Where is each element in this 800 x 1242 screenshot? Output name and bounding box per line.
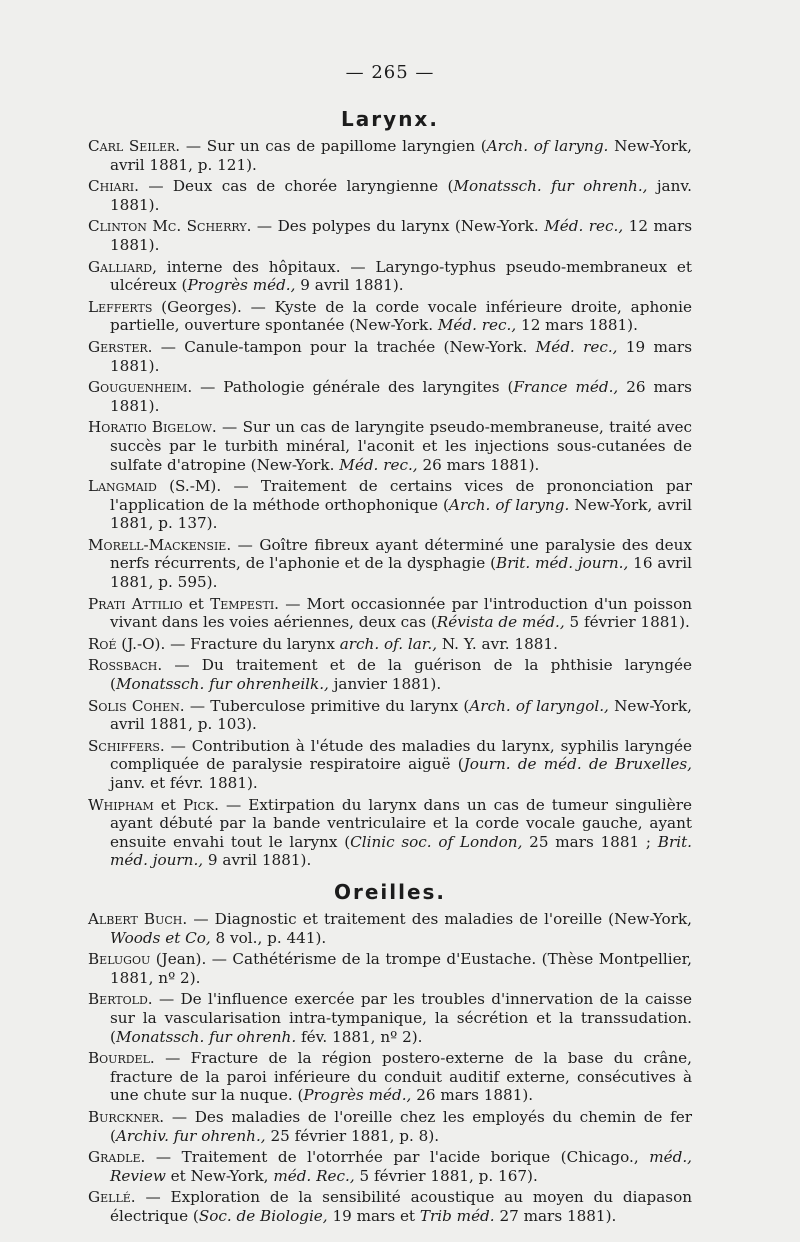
bibliography-entry (88, 477, 692, 533)
entry-author: Gellé. (88, 1188, 136, 1207)
entry-journal: Méd. rec., (544, 217, 624, 236)
entry-author: Belugou (88, 950, 151, 969)
entry-journal: Méd. rec., (437, 316, 517, 335)
entry-text: — Extirpation du larynx dans un cas de tumeur singulière ayant débuté par la bande ventriculaire et la corde vocale gauche, ayant ensuite envahi tout le larynx ( (110, 795, 692, 851)
entry-journal: Woods et Co, (110, 928, 211, 947)
entry-text: 25 mars 1881 ; (522, 832, 658, 851)
entry-text: et (182, 594, 211, 613)
entry-author: Roé (88, 634, 117, 653)
bibliography-entry (88, 536, 692, 592)
entry-text: 19 mars et (327, 1206, 420, 1225)
bibliography-entry (88, 950, 692, 987)
bibliography-entry (88, 697, 692, 734)
entry-author: Galliard, (88, 257, 157, 276)
entry-text: — Pathologie générale des laryngites ( (192, 378, 514, 397)
bibliography-entry (88, 595, 692, 632)
entry-journal: Arch. of laryng. (486, 137, 609, 155)
entry-text: 27 mars 1881). (494, 1206, 617, 1225)
entry-author: Gerster. (88, 337, 153, 356)
entry-text: — Canule-tampon pour la trachée (New-York. (152, 337, 536, 356)
entry-author: Whipham (88, 795, 154, 814)
entry-text: — Diagnostic et traitement des maladies de l'oreille (New-York, (187, 909, 692, 928)
entry-text: New-York, avril 1881, p. 103). (110, 696, 692, 734)
entry-journal: Monatssch. fur ohrenh. (115, 1027, 297, 1046)
entry-author: Bourdel. (88, 1049, 155, 1068)
bibliography-entry (88, 990, 692, 1046)
entry-journal: Archiv. fur ohrenh., (115, 1126, 266, 1145)
bibliography-entry (88, 177, 692, 214)
entry-author: Burckner. (88, 1107, 165, 1126)
bibliography-entry (88, 338, 692, 375)
entry-text: 19 mars 1881). (110, 337, 692, 375)
entry-journal: Trib méd. (419, 1206, 495, 1225)
entry-text: 12 mars 1881). (110, 217, 692, 254)
entry-journal: Méd. rec., (535, 337, 618, 356)
entry-text: (Jean). — Cathétérisme de la trompe d'Eustache. (Thèse Montpellier, 1881, nº 2). (110, 950, 692, 987)
bibliography-entry (88, 1148, 692, 1185)
bibliography-entry (88, 378, 692, 415)
entry-text: 25 février 1881, p. 8). (265, 1126, 440, 1145)
entry-text: — Des maladies de l'oreille chez les employés du chemin de fer ( (110, 1107, 692, 1145)
entry-author: Chiari. (88, 177, 139, 196)
entry-journal: Soc. de Biologie, (198, 1206, 328, 1225)
entry-text: 26 mars 1881). (411, 1086, 534, 1105)
bibliography-entry (88, 656, 692, 693)
entry-journal: Progrès méd., (187, 276, 296, 295)
entry-text: — Sur un cas de laryngite pseudo-membraneuse, traité avec succès par le turbith minéral, l'aconit et les injections sous-cutanées de sulfate d'atropine (New-York. (110, 418, 692, 474)
entry-text: 16 avril 1881, p. 595). (110, 554, 693, 592)
entry-text: Tempesti. (210, 594, 279, 613)
entry-text: — Des polypes du larynx (New-York. (251, 217, 545, 236)
entry-text: janvier 1881). (328, 675, 442, 694)
entry-journal: méd. Rec., (273, 1166, 355, 1185)
entry-text: — Du traitement et de la guérison de la phthisie laryngée ( (110, 656, 692, 694)
entry-journal: France méd., (513, 378, 619, 397)
bibliography-entry (88, 1108, 692, 1145)
entry-author: Bertold. (88, 990, 153, 1009)
entry-text: 9 avril 1881). (295, 276, 404, 295)
bibliography-entry (88, 796, 692, 870)
entry-text: (Georges). — Kyste de la corde vocale inférieure droite, aphonie partielle, ouverture spontanée (New-York. (110, 297, 692, 335)
entry-text: interne des hôpitaux. — Laryngo-typhus pseudo-membraneux et ulcéreux ( (110, 257, 692, 295)
bibliography-entry (88, 635, 692, 654)
bibliography-content (88, 107, 692, 1225)
entry-text: (J.-O). — Fracture du larynx (116, 634, 340, 653)
entry-text: et New-York, (165, 1166, 274, 1185)
entry-text: 9 avril 1881). (203, 851, 312, 870)
entry-text: — Mort occasionnée par l'introduction d'un poisson vivant dans les voies aériennes, deux cas ( (110, 594, 693, 632)
bibliography-entry (88, 1188, 692, 1225)
entry-text: et (153, 795, 183, 814)
entry-journal: Arch. of laryng. (448, 495, 570, 514)
entry-author: Albert Buch. (88, 909, 188, 928)
entry-author: Clinton Mc. Scherry. (88, 217, 252, 236)
section-heading: Larynx. (341, 107, 439, 131)
bibliography-entry (88, 910, 692, 947)
entry-text: 26 mars 1881). (417, 455, 540, 474)
bibliography-entry (88, 217, 692, 254)
entry-text: — Fracture de la région postero-externe de la base du crâne, fracture de la paroi inférieure du conduit auditif externe, consécutives à une chute sur la nuque. ( (110, 1049, 692, 1105)
page-number: — 265 — (345, 62, 435, 83)
entry-author: Solis Cohen. (88, 696, 185, 715)
entry-text: — Sur un cas de papillome laryngien ( (180, 137, 487, 155)
entry-text: fév. 1881, nº 2). (296, 1027, 423, 1046)
entry-text: 12 mars 1881). (516, 316, 638, 335)
entry-journal: arch. of. lar., (339, 634, 438, 653)
entry-text: — Exploration de la sensibilité acoustique au moyen du diapason électrique ( (110, 1188, 692, 1225)
entry-author: Prati Attilio (88, 594, 183, 613)
entry-text: — Traitement de l'otorrhée par l'acide borique (Chicago., (145, 1148, 650, 1167)
entry-text: janv. et févr. 1881). (110, 774, 258, 792)
entry-journal: Monatssch. fur ohrenheilk., (115, 675, 329, 694)
entry-journal: Méd. rec., (339, 455, 418, 474)
entry-text: janv. 1881). (110, 177, 692, 214)
entry-author: Carl Seiler. (88, 137, 181, 155)
entry-journal: Arch. of laryngol., (469, 696, 609, 715)
entry-journal: Brit. méd. journ., (496, 554, 629, 573)
entry-text: Pick. (182, 795, 219, 814)
entry-journal: Monatssch. fur ohrenh., (453, 177, 648, 196)
entry-journal: Progrès méd., (303, 1086, 412, 1105)
bibliography-entry (88, 418, 692, 474)
entry-text: — Goître fibreux ayant déterminé une paralysie des deux nerfs récurrents, de l'aphonie et de la dysphagie ( (110, 535, 692, 573)
entry-text: — Deux cas de chorée laryngienne ( (138, 177, 454, 196)
entry-author: Langmaid (88, 477, 157, 496)
entry-author: Horatio Bigelow. (88, 418, 217, 437)
entry-text: 5 février 1881). (564, 613, 690, 632)
entry-author: Gouguenheim. (88, 378, 193, 397)
entry-text: New-York, avril 1881, p. 121). (110, 137, 692, 174)
entry-journal: Journ. de méd. de Bruxelles, (463, 755, 692, 774)
entry-author: Rossbach. (88, 656, 163, 675)
entry-author: Lefferts (88, 297, 153, 316)
entry-journal: Clinic soc. of London, (350, 832, 523, 851)
entry-text: — De l'influence exercée par les troubles d'innervation de la caisse sur la vascularisation intra-tympanique, la sécrétion et la transsudation. ( (110, 990, 692, 1046)
bibliography-entry (88, 737, 692, 793)
entry-author: Schiffers. (88, 736, 165, 755)
bibliography-entry (88, 258, 692, 295)
entry-text: — Contribution à l'étude des maladies du larynx, syphilis laryngée compliquée de paralysie respiratoire aiguë ( (110, 736, 692, 774)
entry-text: — Tuberculose primitive du larynx ( (184, 696, 470, 715)
entry-text: 5 février 1881, p. 167). (354, 1166, 538, 1185)
entry-journal: Révista de méd., (436, 613, 565, 632)
bibliography-entry (88, 1049, 692, 1105)
entry-text: 26 mars 1881). (110, 378, 692, 415)
entry-text: New-York, avril 1881, p. 137). (110, 495, 692, 533)
entry-text: (S.-M). — Traitement de certains vices de prononciation par l'application de la méthode orthophonique ( (110, 477, 692, 514)
section-heading: Oreilles. (333, 879, 447, 904)
entry-author: Morell-Mackensie. (88, 535, 232, 554)
entry-text: 8 vol., p. 441). (210, 928, 327, 947)
entry-journal: Brit. méd. journ., (110, 832, 693, 870)
entry-text: N. Y. avr. 1881. (437, 634, 558, 653)
bibliography-entry (88, 137, 692, 174)
entry-author: Gradle. (88, 1148, 146, 1167)
entry-journal: méd., Review (110, 1148, 692, 1185)
bibliography-entry (88, 298, 692, 335)
